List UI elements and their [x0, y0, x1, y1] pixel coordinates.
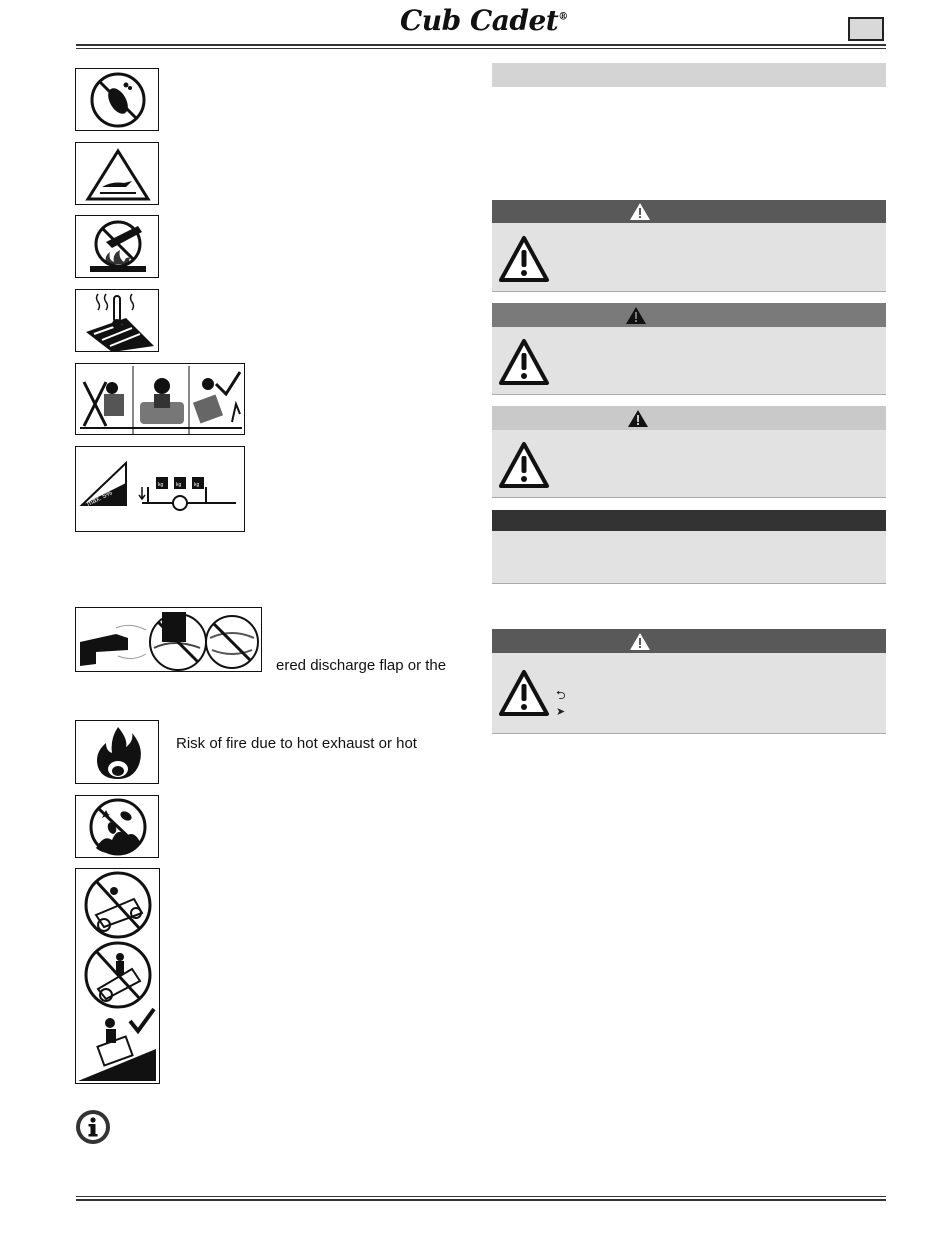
weight-label-3: kg [194, 482, 200, 488]
discharge-flap-text: ered discharge flap or the [276, 657, 447, 674]
correct-lifting-posture-icon [75, 363, 245, 435]
notice-panel-body [492, 531, 886, 584]
warning-panel [492, 303, 886, 395]
important-panel-body [492, 653, 886, 734]
hot-surface-warning-icon [75, 142, 159, 205]
warning-panel-body [492, 327, 886, 395]
important-panel-header [492, 629, 886, 653]
header-rule [76, 44, 886, 46]
warning-triangle-icon [629, 632, 651, 651]
fire-risk-text: Risk of fire due to hot exhaust or hot [176, 735, 417, 752]
brand-logo [400, 4, 580, 38]
footer-rule [76, 1199, 886, 1201]
caution-panel-header [492, 406, 886, 430]
bullet-arrow-icon: ➤ [556, 705, 566, 718]
danger-panel-body [492, 223, 886, 292]
slope-driving-icon [75, 868, 160, 1084]
no-bare-feet-icon [75, 68, 159, 131]
warning-triangle-icon [498, 338, 550, 386]
danger-panel-header [492, 200, 886, 223]
language-box [848, 17, 884, 41]
brand-registered-mark: ® [558, 11, 568, 23]
info-icon [75, 1109, 111, 1145]
warning-triangle-icon [498, 235, 550, 283]
notice-panel [492, 510, 886, 584]
warning-triangle-icon [629, 202, 651, 221]
warning-panel-header [492, 303, 886, 327]
weight-label-1: kg [158, 482, 164, 488]
hot-engine-parts-icon [75, 289, 159, 352]
discharge-flap-icon [75, 607, 262, 672]
caution-panel-body [492, 430, 886, 498]
danger-panel [492, 200, 886, 292]
header-rule-thin [76, 48, 886, 49]
important-panel [492, 629, 886, 734]
caution-panel [492, 406, 886, 498]
fire-hazard-icon [75, 720, 159, 784]
no-debris-icon [75, 795, 159, 858]
no-hands-near-heat-icon [75, 215, 159, 278]
brand-name: Cub Cadet [400, 4, 559, 37]
warning-triangle-icon [627, 409, 649, 428]
weight-label-2: kg [176, 482, 182, 488]
bullet-step-icon: ⮌ [556, 688, 566, 702]
slope-weight-limit-icon [75, 446, 245, 532]
section-title-bar [492, 63, 886, 87]
slope-label: max. 5% [85, 489, 114, 508]
warning-triangle-icon [625, 306, 647, 325]
warning-triangle-icon [498, 441, 550, 489]
footer-rule-thin [76, 1196, 886, 1197]
warning-triangle-icon [498, 669, 550, 717]
notice-panel-header [492, 510, 886, 531]
